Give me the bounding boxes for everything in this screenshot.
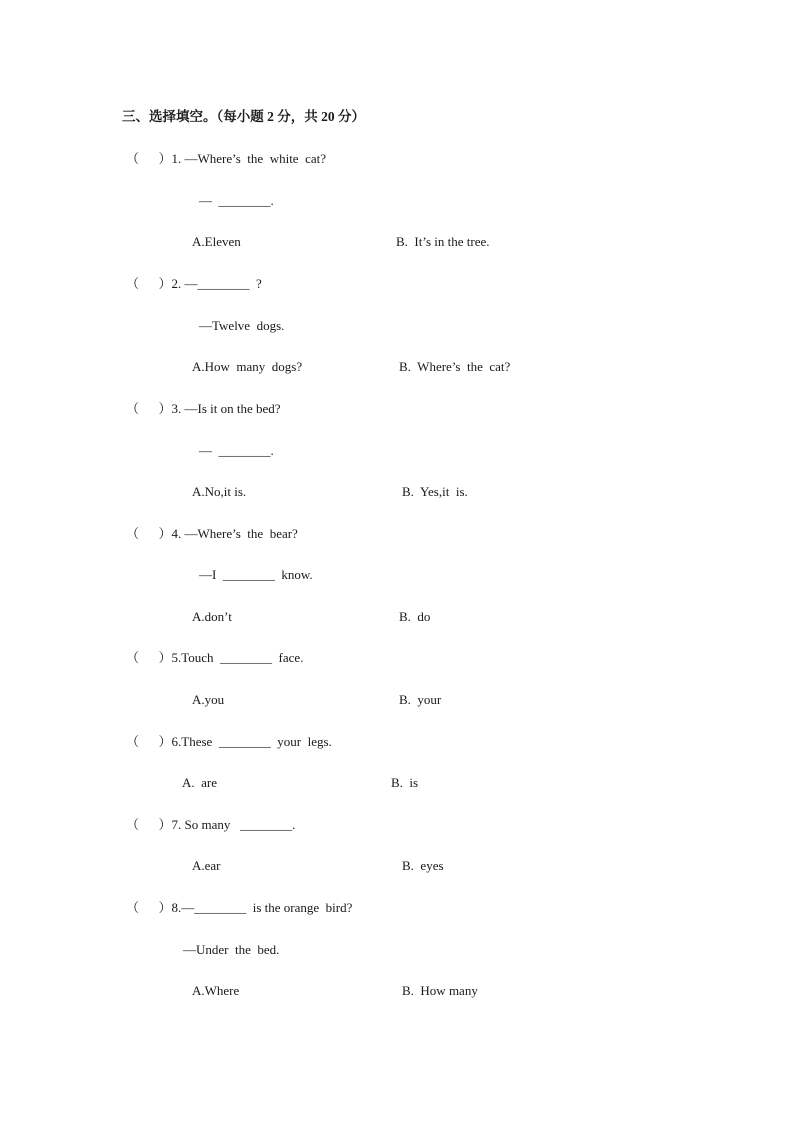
question-6-stem: （ ）6.These ________ your legs. <box>126 734 332 749</box>
question-1-option-a: A.Eleven <box>192 234 241 249</box>
question-3-option-b: B. Yes,it is. <box>402 484 468 499</box>
question-8-option-b: B. How many <box>402 983 478 998</box>
question-2-answer-line: —Twelve dogs. <box>199 318 285 333</box>
question-4-answer-line: —I ________ know. <box>199 567 313 582</box>
question-1-stem: （ ）1. —Where’s the white cat? <box>126 151 326 166</box>
question-4-option-a: A.don’t <box>192 609 232 624</box>
question-5-option-a: A.you <box>192 692 225 707</box>
question-2-option-b: B. Where’s the cat? <box>399 359 511 374</box>
question-3-option-a: A.No,it is. <box>192 484 247 499</box>
question-8-stem: （ ）8.—________ is the orange bird? <box>126 900 353 915</box>
question-5-stem: （ ）5.Touch ________ face. <box>126 650 304 665</box>
question-8-option-a: A.Where <box>192 983 240 998</box>
question-7-option-a: A.ear <box>192 858 221 873</box>
question-2-stem: （ ）2. —________ ? <box>126 276 262 291</box>
question-3-answer-line: — ________. <box>199 443 274 458</box>
question-4-stem: （ ）4. —Where’s the bear? <box>126 526 298 541</box>
question-7-option-b: B. eyes <box>402 858 444 873</box>
section-title: 三、选择填空。（每小题 2 分，共 20 分） <box>122 109 365 124</box>
question-1-answer-line: — ________. <box>199 193 274 208</box>
question-2-option-a: A.How many dogs? <box>192 359 303 374</box>
question-8-answer-line: —Under the bed. <box>183 942 280 957</box>
question-7-stem: （ ）7. So many ________. <box>126 817 296 832</box>
question-4-option-b: B. do <box>399 609 431 624</box>
question-5-option-b: B. your <box>399 692 442 707</box>
question-1-option-b: B. It’s in the tree. <box>396 234 490 249</box>
question-6-option-a: A. are <box>182 775 218 790</box>
question-6-option-b: B. is <box>391 775 419 790</box>
question-3-stem: （ ）3. —Is it on the bed? <box>126 401 281 416</box>
